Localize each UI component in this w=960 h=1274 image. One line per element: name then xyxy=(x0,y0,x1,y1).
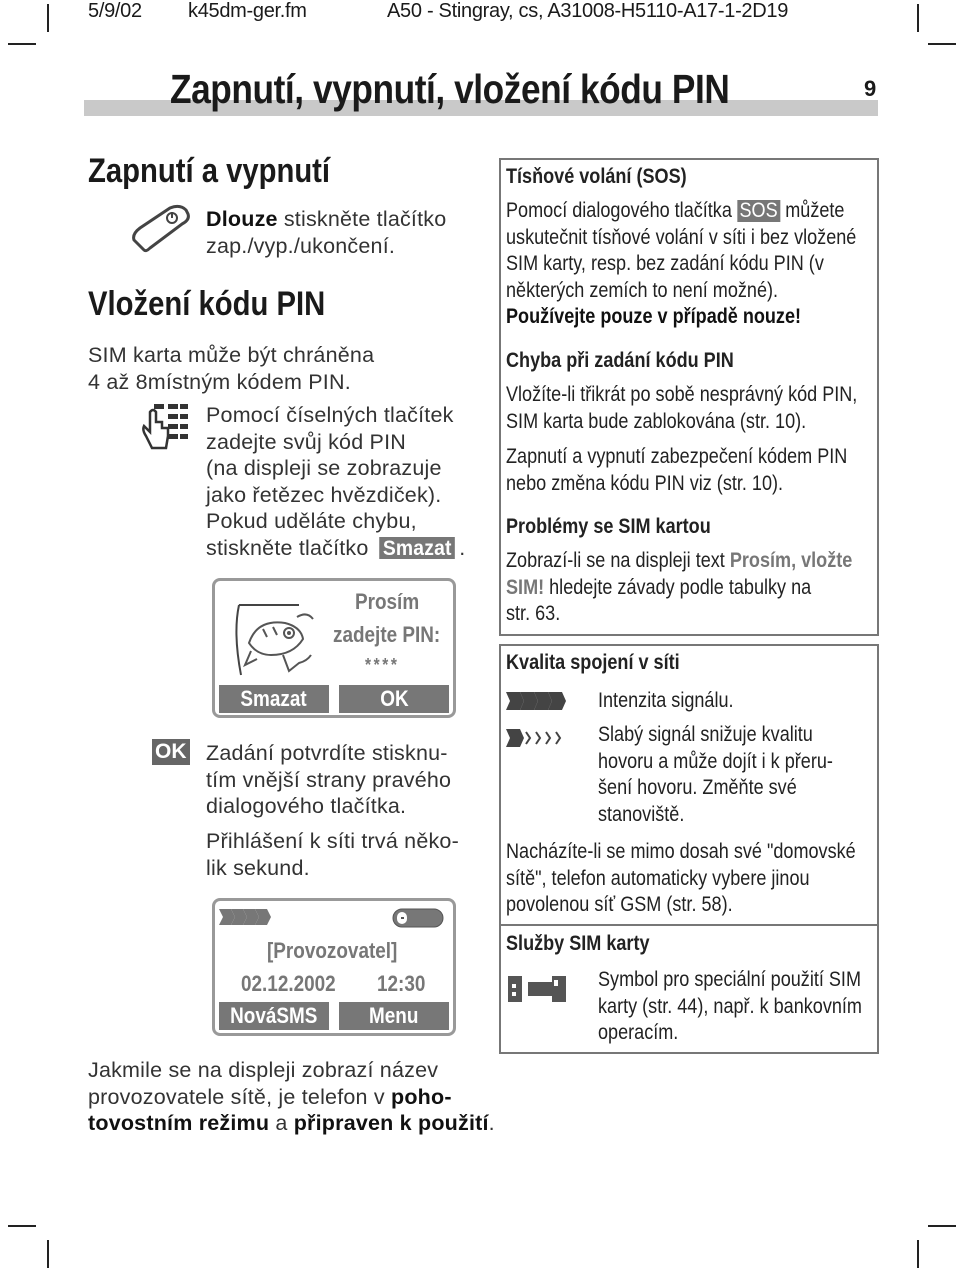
final-line1: Jakmile se na displeji zobrazí název xyxy=(88,1058,439,1082)
quality-home-text xyxy=(506,839,856,919)
crop-mark xyxy=(47,4,49,32)
sim-services-text xyxy=(598,967,862,1047)
keypad-line5: Pokud uděláte chybu, xyxy=(206,509,417,533)
power-bold: Dlouze xyxy=(206,207,278,231)
phone-display-standby xyxy=(212,898,456,1036)
siemens-fish-logo-icon xyxy=(227,593,327,683)
q-weak3: šení hovoru. Změňte své xyxy=(598,776,797,799)
screen-softkey-novasms-label: NováSMS xyxy=(230,1003,318,1028)
pin-error-text xyxy=(506,382,857,435)
serv-l3: operacím. xyxy=(598,1021,679,1044)
signal-strong-icon xyxy=(506,690,568,712)
q-weak2: hovoru a může dojít i k přeru- xyxy=(598,749,833,773)
q-home3: povolenou síť GSM (str. 58). xyxy=(506,893,733,916)
err-l1: Vložíte-li třikrát po sobě nesprávný kód PIN, xyxy=(506,383,858,406)
screen-softkey-ok-label: OK xyxy=(379,686,409,711)
sos-l2: uskutečnit tísňové volání v síti i bez vložené xyxy=(506,225,857,249)
sos-text xyxy=(506,198,856,331)
err-l2: SIM karta bude zablokována (str. 10). xyxy=(506,409,807,433)
keypad-line4: jako řetězec hvězdiček). xyxy=(206,482,442,507)
section-heading-pin: Vložení kódu PIN xyxy=(88,285,326,323)
sos-l1b: můžete xyxy=(780,199,845,222)
final-line3c: připraven k použití xyxy=(293,1111,489,1135)
end-call-key-icon xyxy=(130,204,192,254)
screen-softkey-smazat-label: Smazat xyxy=(240,686,308,711)
phone-display-pin xyxy=(212,578,456,718)
pin-intro xyxy=(88,342,374,395)
ok-key-icon xyxy=(152,739,190,765)
err-l4: nebo změna kódu PIN viz (str. 10). xyxy=(506,471,784,495)
signal-weak-icon xyxy=(506,727,568,749)
q-home2: sítě", telefon automaticky vybere jinou xyxy=(506,866,810,890)
serv-l2: karty (str. 44), např. k bankovním xyxy=(598,994,862,1018)
pin-error-title: Chyba při zadání kódu PIN xyxy=(506,349,734,372)
crop-mark xyxy=(917,1240,919,1268)
screen-operator: [Provozovatel] xyxy=(267,938,398,963)
screen-prompt-line1: Prosím xyxy=(355,589,420,614)
screen-prompt-line2: zadejte PIN: xyxy=(333,622,441,647)
sim-l2b: hledejte závady podle tabulky na xyxy=(544,575,812,599)
quality-title: Kvalita spojení v síti xyxy=(506,651,680,674)
sim-l3: str. 63. xyxy=(506,602,561,625)
sim-services-icon xyxy=(506,972,568,1006)
pin-error-text2 xyxy=(506,444,847,497)
final-line2a: provozovatele sítě, je telefon v xyxy=(88,1084,391,1109)
final-line3b: a xyxy=(269,1111,294,1135)
sim-problems-text xyxy=(506,548,852,628)
keypad-line6: stiskněte tlačítko xyxy=(206,535,375,560)
sos-l5: Používejte pouze v případě nouze! xyxy=(506,305,802,328)
login-line1: Přihlášení k síti trvá něko- xyxy=(206,829,459,853)
login-info xyxy=(206,828,459,881)
q-weak1: Slabý signál snižuje kvalitu xyxy=(598,723,813,746)
final-line3d: . xyxy=(488,1111,495,1135)
sim-problems-title: Problémy se SIM kartou xyxy=(506,515,711,538)
screen-time: 12:30 xyxy=(377,971,426,996)
power-instruction xyxy=(206,206,446,259)
q-home1: Nacházíte-li se mimo dosah své "domovské xyxy=(506,840,856,863)
sos-l3: SIM karty, resp. bez zadání kódu PIN (v xyxy=(506,252,824,275)
serv-l1: Symbol pro speciální použití SIM xyxy=(598,968,861,991)
keypad-line3: (na displeji se zobrazuje xyxy=(206,456,442,480)
crop-mark xyxy=(928,43,956,45)
power-text2: zap./vyp./ukončení. xyxy=(206,233,396,258)
keypad-line2: zadejte svůj kód PIN xyxy=(206,429,406,454)
ok-line1: Zadání potvrdíte stisknu- xyxy=(206,741,448,765)
sim-services-title: Služby SIM karty xyxy=(506,932,650,955)
quality-weak-text xyxy=(598,722,833,828)
ok-instruction xyxy=(206,740,451,820)
screen-softkey-smazat[interactable] xyxy=(219,685,329,713)
header-file: k45dm-ger.fm xyxy=(188,0,307,22)
sim-l1b: Prosím, vložte xyxy=(729,549,853,572)
screen-softkey-menu[interactable] xyxy=(339,1002,449,1030)
crop-mark xyxy=(8,1225,36,1227)
keypad-period: . xyxy=(459,535,466,560)
keypad-instruction xyxy=(206,402,465,561)
screen-softkey-novasms[interactable] xyxy=(219,1002,329,1030)
pin-intro-line2: 4 až 8místným kódem PIN. xyxy=(88,369,351,394)
crop-mark xyxy=(917,4,919,32)
header-product: A50 - Stingray, cs, A31008-H5110-A17-1-2D19 xyxy=(387,0,789,22)
sos-l4: některých zemích to není možné). xyxy=(506,278,779,302)
header-date: 5/9/02 xyxy=(88,0,142,22)
screen-softkey-ok[interactable] xyxy=(339,685,449,713)
login-line2: lik sekund. xyxy=(206,855,310,880)
keypad-line1: Pomocí číselných tlačítek xyxy=(206,403,454,427)
sim-l2a: SIM! xyxy=(506,575,545,599)
q-weak4: stanoviště. xyxy=(598,802,685,826)
ok-line2: tím vnější strany pravého xyxy=(206,767,452,792)
power-text1: stiskněte tlačítko xyxy=(277,207,447,231)
quality-strong-text: Intenzita signálu. xyxy=(598,689,734,712)
final-line2b: poho- xyxy=(391,1084,452,1109)
standby-info xyxy=(88,1057,495,1137)
crop-mark xyxy=(928,1225,956,1227)
page-title: Zapnutí, vypnutí, vložení kódu PIN xyxy=(170,66,730,112)
page-number: 9 xyxy=(864,76,877,101)
ok-line3: dialogového tlačítka. xyxy=(206,794,407,818)
sos-softkey-label: SOS xyxy=(737,200,780,222)
final-line3a: tovostním režimu xyxy=(88,1111,270,1135)
smazat-softkey-label: Smazat xyxy=(379,537,455,559)
crop-mark xyxy=(47,1240,49,1268)
screen-pin-asterisks: **** xyxy=(365,655,400,675)
battery-icon xyxy=(391,907,445,929)
ok-key-label: OK xyxy=(155,740,187,763)
sos-l1a: Pomocí dialogového tlačítka xyxy=(506,199,737,222)
err-l3: Zapnutí a vypnutí zabezpečení kódem PIN xyxy=(506,445,848,468)
crop-mark xyxy=(8,43,36,45)
sim-l1a: Zobrazí-li se na displeji text xyxy=(506,549,730,572)
signal-strength-icon xyxy=(219,907,273,927)
keypad-icon xyxy=(142,402,190,452)
sos-title: Tísňové volání (SOS) xyxy=(506,165,687,188)
screen-softkey-menu-label: Menu xyxy=(369,1003,419,1028)
section-heading-power: Zapnutí a vypnutí xyxy=(88,152,331,190)
screen-date: 02.12.2002 xyxy=(241,971,336,996)
pin-intro-line1: SIM karta může být chráněna xyxy=(88,343,375,367)
